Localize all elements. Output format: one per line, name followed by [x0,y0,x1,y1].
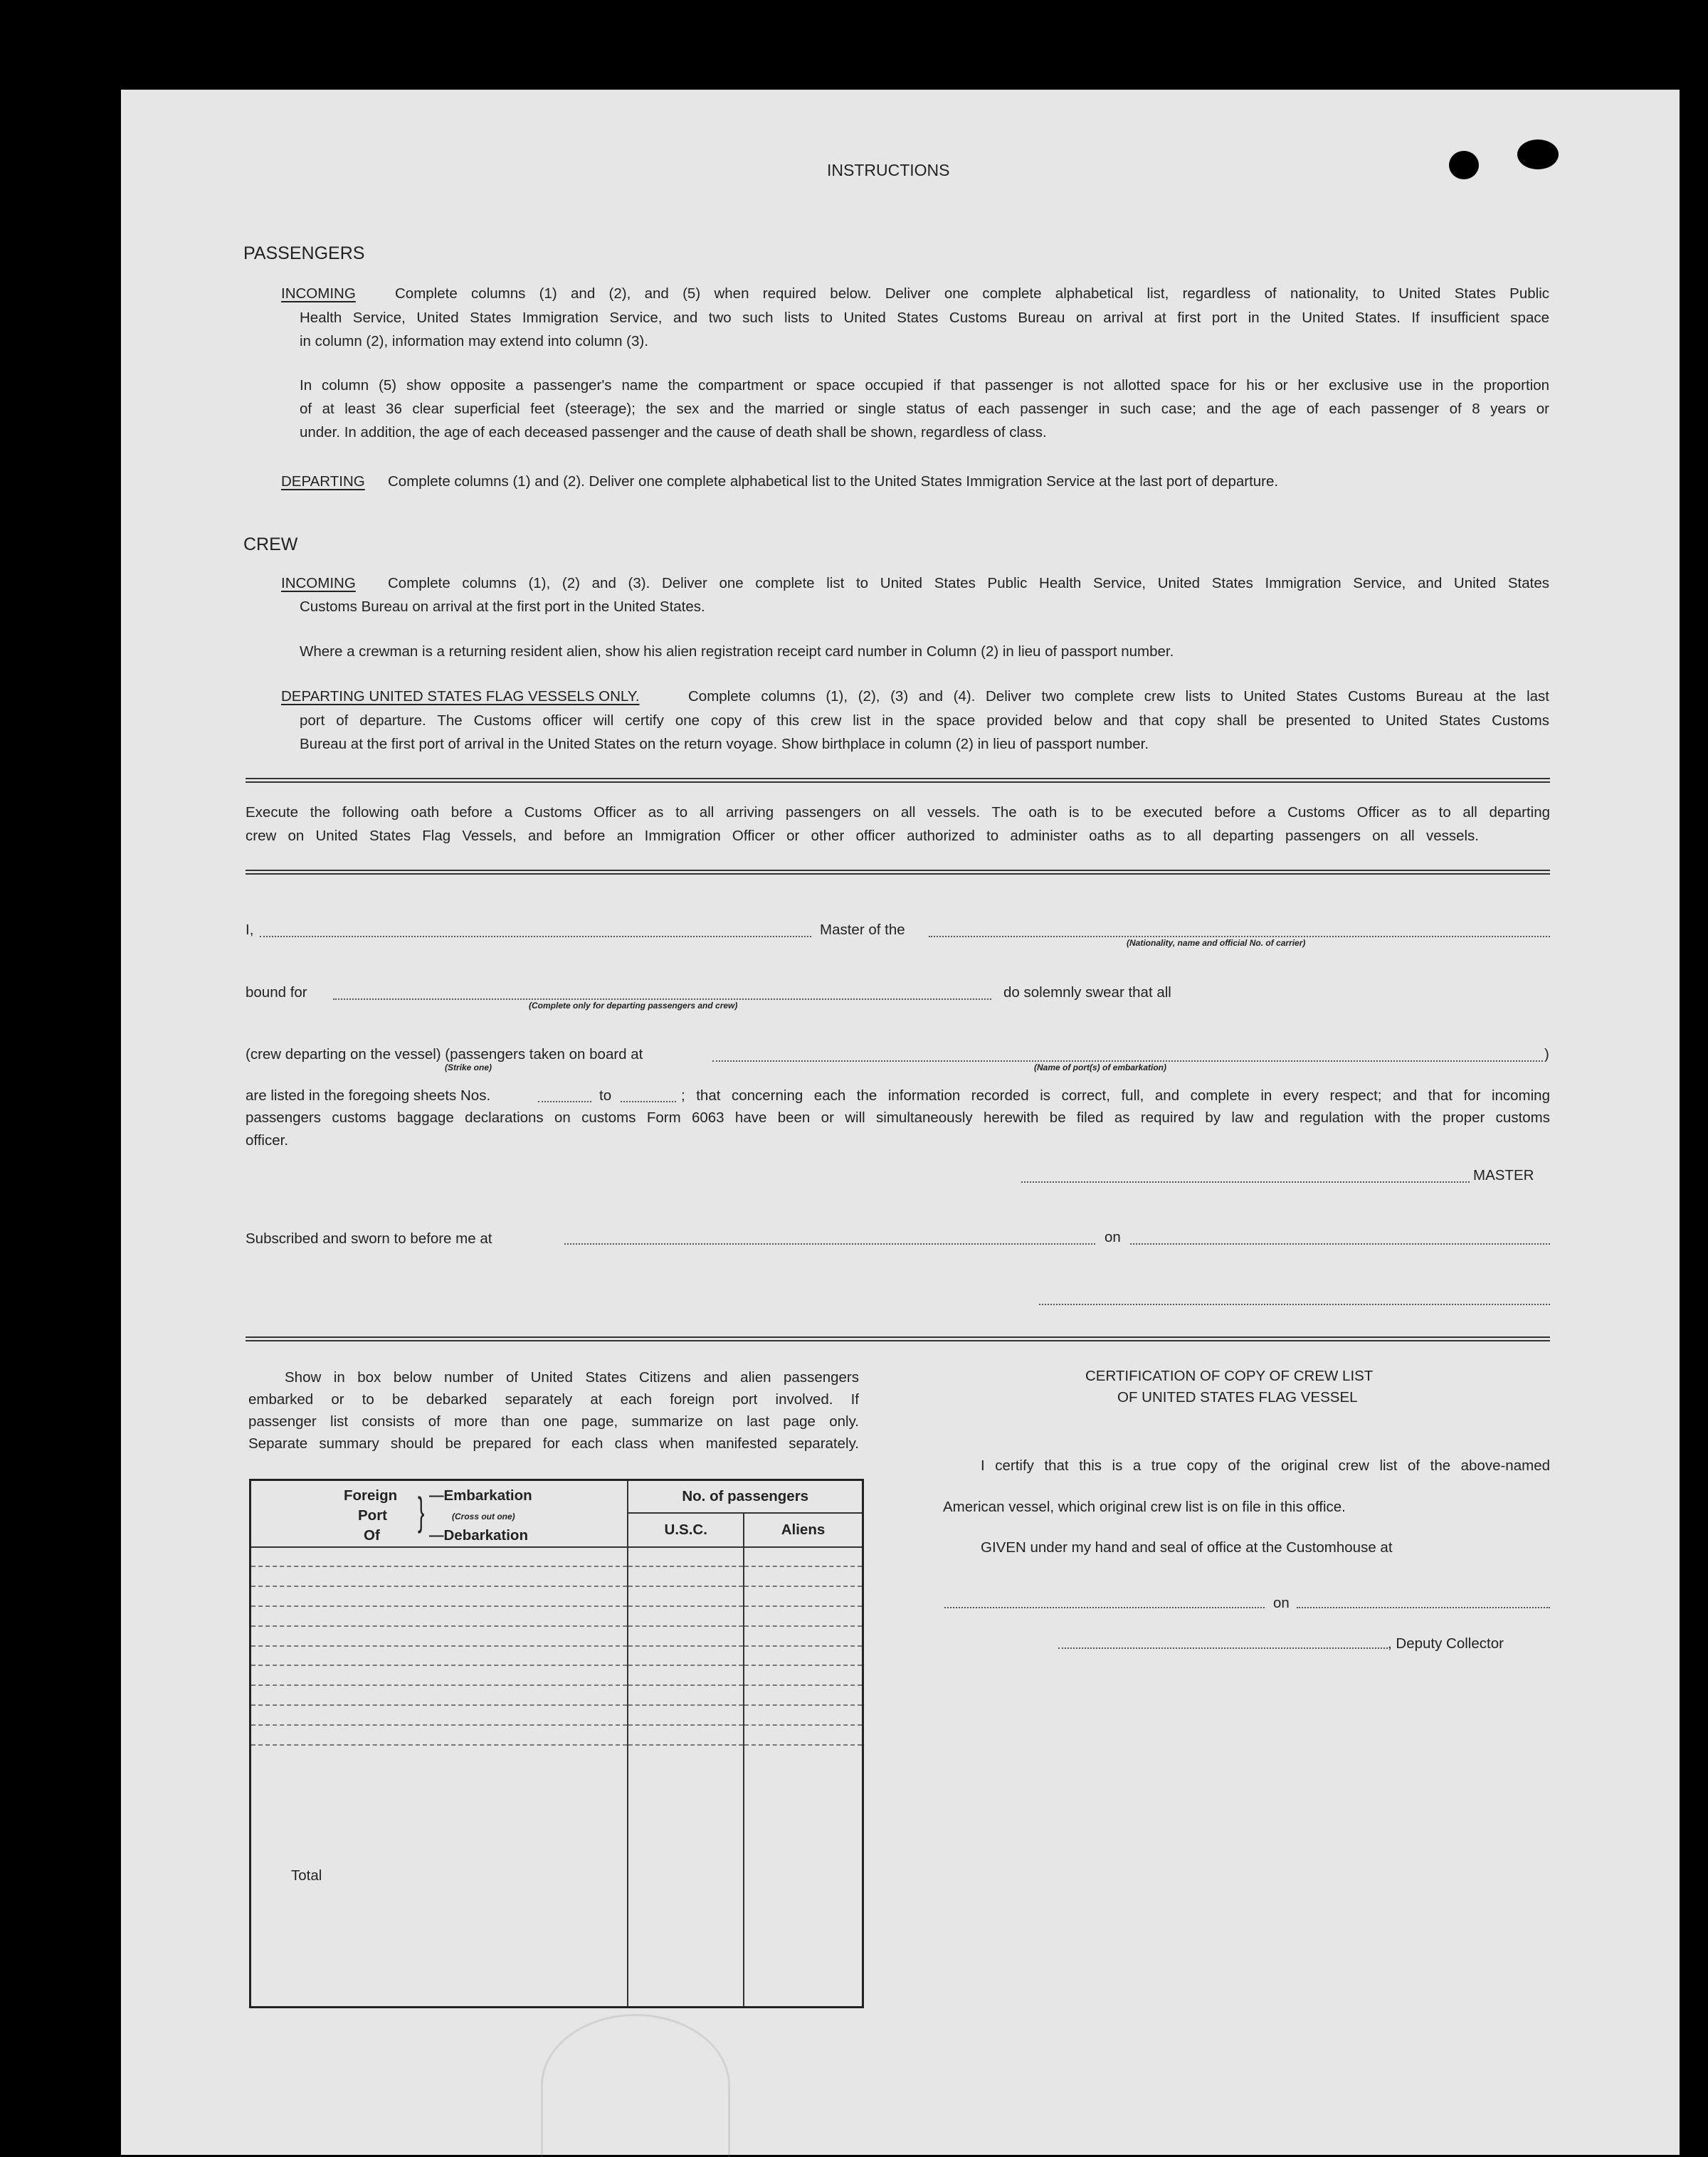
master-of-label: Master of the [820,922,905,938]
crew-departing-line2: port of departure. The Customs officer will certify one copy of this crew list in the space provided below and that copy shall be presented to United States Customs [300,712,1549,729]
crew-departing-line3: Bureau at the first port of arrival in the United States on the return voyage. Show birthplace in column (2) in lieu of passport number. [300,736,1149,752]
column5-line2: of at least 36 clear superficial feet (steerage); the sex and the married or single status of each passenger in such case; and the age of each passenger of 8 years or [300,401,1549,417]
passengers-heading: PASSENGERS [243,243,365,263]
sheet-from-field[interactable] [538,1101,591,1102]
passenger-summary-table [249,1479,864,2008]
bound-for-label: bound for [246,984,307,1001]
passengers-incoming-label: INCOMING [281,285,356,302]
summary-intro-line2: embarked or to be debarked separately at each foreign port involved. If [248,1391,859,1408]
table-row[interactable] [251,1646,863,1666]
cross-out-note: (Cross out one) [452,1512,515,1521]
strike-one-note: (Strike one) [445,1062,492,1072]
certification-heading-2: OF UNITED STATES FLAG VESSEL [1117,1389,1358,1406]
usc-header: U.S.C. [628,1513,744,1547]
total-label: Total [291,1867,322,1884]
sworn-date-field[interactable] [1130,1243,1550,1245]
table-row[interactable] [251,1586,863,1606]
column5-line3: under. In addition, the age of each deceased passenger and the cause of death shall be shown, regardless of class. [300,424,1047,441]
aliens-header: Aliens [744,1513,863,1547]
table-row[interactable] [251,1685,863,1705]
certification-line2: American vessel, which original crew list is on file in this office. [943,1499,1346,1515]
certification-heading-1: CERTIFICATION OF COPY OF CREW LIST [1085,1368,1374,1384]
embarkation-ports-field[interactable] [712,1060,1543,1062]
certification-date-field[interactable] [1297,1607,1550,1608]
table-row[interactable] [251,1547,863,1567]
crew-departing-text: (crew departing on the vessel) (passengers taken on board at [246,1046,643,1062]
brace-icon: } [418,1489,425,1534]
debarkation-option[interactable]: —Debarkation [429,1527,528,1544]
customhouse-field[interactable] [944,1607,1265,1608]
oath-line3: officer. [246,1132,289,1149]
subscribed-label: Subscribed and sworn to before me at [246,1230,492,1247]
certification-line1: I certify that this is a true copy of the original crew list of the above-named [981,1457,1550,1474]
master-name-field[interactable] [260,936,811,937]
foreign-label: Foreign [344,1487,398,1504]
nationality-note: (Nationality, name and official No. of carrier) [1127,938,1306,948]
total-row[interactable] [251,1745,863,2008]
table-row[interactable] [251,1606,863,1626]
total-aliens-cell[interactable] [744,1745,863,2008]
close-paren: ) [1544,1046,1549,1062]
table-row[interactable] [251,1725,863,1745]
passengers-incoming-line1: Complete columns (1) and (2), and (5) when required below. Deliver one complete alphabetical list, regardless of nationality, to United States Public [395,285,1549,302]
swear-text: do solemnly swear that all [1003,984,1171,1001]
sheet-to-field[interactable] [621,1101,676,1102]
page-title: INSTRUCTIONS [827,161,950,179]
listed-sheets-label: are listed in the foregoing sheets Nos. [246,1087,491,1104]
bound-for-field[interactable] [333,998,991,1000]
carrier-field[interactable] [929,936,1550,937]
crew-incoming-line1: Complete columns (1), (2) and (3). Deliver one complete list to United States Public Health Service, United States Immigration Service, and United States [388,575,1549,591]
column5-line1: In column (5) show opposite a passenger's name the compartment or space occupied if that passenger is not allotted space for his or her exclusive use in the proportion [300,377,1549,394]
master-signature-field[interactable] [1021,1181,1470,1183]
crew-resident-alien: Where a crewman is a returning resident alien, show his alien registration receipt card number in Column (2) in lieu of passport number. [300,643,1174,660]
oath-intro-line2: crew on United States Flag Vessels, and before an Immigration Officer or other officer authorized to administer oaths as to all departing passengers on all vessels. [246,828,1479,844]
crew-incoming-label: INCOMING [281,575,356,591]
crew-heading: CREW [243,534,298,554]
table-row[interactable] [251,1705,863,1725]
oath-line2: passengers customs baggage declarations on customs Form 6063 have been or will simultaneously herewith be filed as required by law and regulation with the proper customs [246,1109,1550,1126]
total-usc-cell[interactable] [628,1745,744,2008]
complete-only-note: (Complete only for departing passengers and crew) [529,1001,738,1011]
crew-departing-label: DEPARTING UNITED STATES FLAG VESSELS ONLY. [281,688,640,705]
deputy-collector-label: , Deputy Collector [1388,1635,1504,1652]
summary-intro-line3: passenger list consists of more than one page, summarize on last page only. [248,1413,859,1430]
foreign-port-header [251,1480,628,1547]
crew-departing-line1: Complete columns (1), (2), (3) and (4). Deliver two complete crew lists to United States Customs Bureau at the last [688,688,1549,705]
ports-note: (Name of port(s) of embarkation) [1034,1062,1167,1072]
of-label: Of [364,1527,380,1544]
listed-sheets-rest: ; that concerning each the information recorded is correct, full, and complete in every respect; and that for incoming [681,1087,1550,1104]
sworn-place-field[interactable] [564,1243,1095,1245]
section-divider [246,870,1550,875]
port-label: Port [358,1507,387,1524]
table-row[interactable] [251,1566,863,1586]
ink-blot [1517,139,1559,169]
section-divider [246,778,1550,783]
oath-intro-line1: Execute the following oath before a Customs Officer as to all arriving passengers on all vessels. The oath is to be executed before a Customs Officer as to all departing [246,804,1550,821]
summary-intro-line1: Show in box below number of United States Citizens and alien passengers [285,1369,859,1386]
sworn-on-label: on [1105,1229,1121,1245]
section-divider [246,1336,1550,1341]
oath-i-label: I, [246,922,254,938]
certification-on-label: on [1273,1595,1290,1611]
summary-intro-line4: Separate summary should be prepared for each class when manifested separately. [248,1435,859,1452]
crew-incoming-line2: Customs Bureau on arrival at the first port in the United States. [300,598,705,615]
passengers-incoming-line2: Health Service, United States Immigration Service, and two such lists to United States Customs Bureau on arrival at first port in the United States. If insufficient space [300,310,1549,326]
no-passengers-header: No. of passengers [628,1480,863,1513]
certification-line3: GIVEN under my hand and seal of office at the Customhouse at [981,1539,1393,1556]
seal-impression [541,2014,730,2157]
passengers-departing-label: DEPARTING [281,473,365,490]
deputy-signature-field[interactable] [1058,1647,1388,1649]
passengers-incoming-line3: in column (2), information may extend into column (3). [300,333,648,349]
table-row[interactable] [251,1626,863,1646]
embarkation-option[interactable]: —Embarkation [429,1487,532,1504]
table-row[interactable] [251,1665,863,1685]
listed-to-label: to [599,1087,612,1104]
officer-signature-field[interactable] [1039,1304,1550,1305]
passengers-departing-text: Complete columns (1) and (2). Deliver one complete alphabetical list to the United States Immigration Service at the last port of departure. [388,473,1279,490]
ink-blot [1449,151,1479,179]
master-label: MASTER [1473,1167,1534,1183]
